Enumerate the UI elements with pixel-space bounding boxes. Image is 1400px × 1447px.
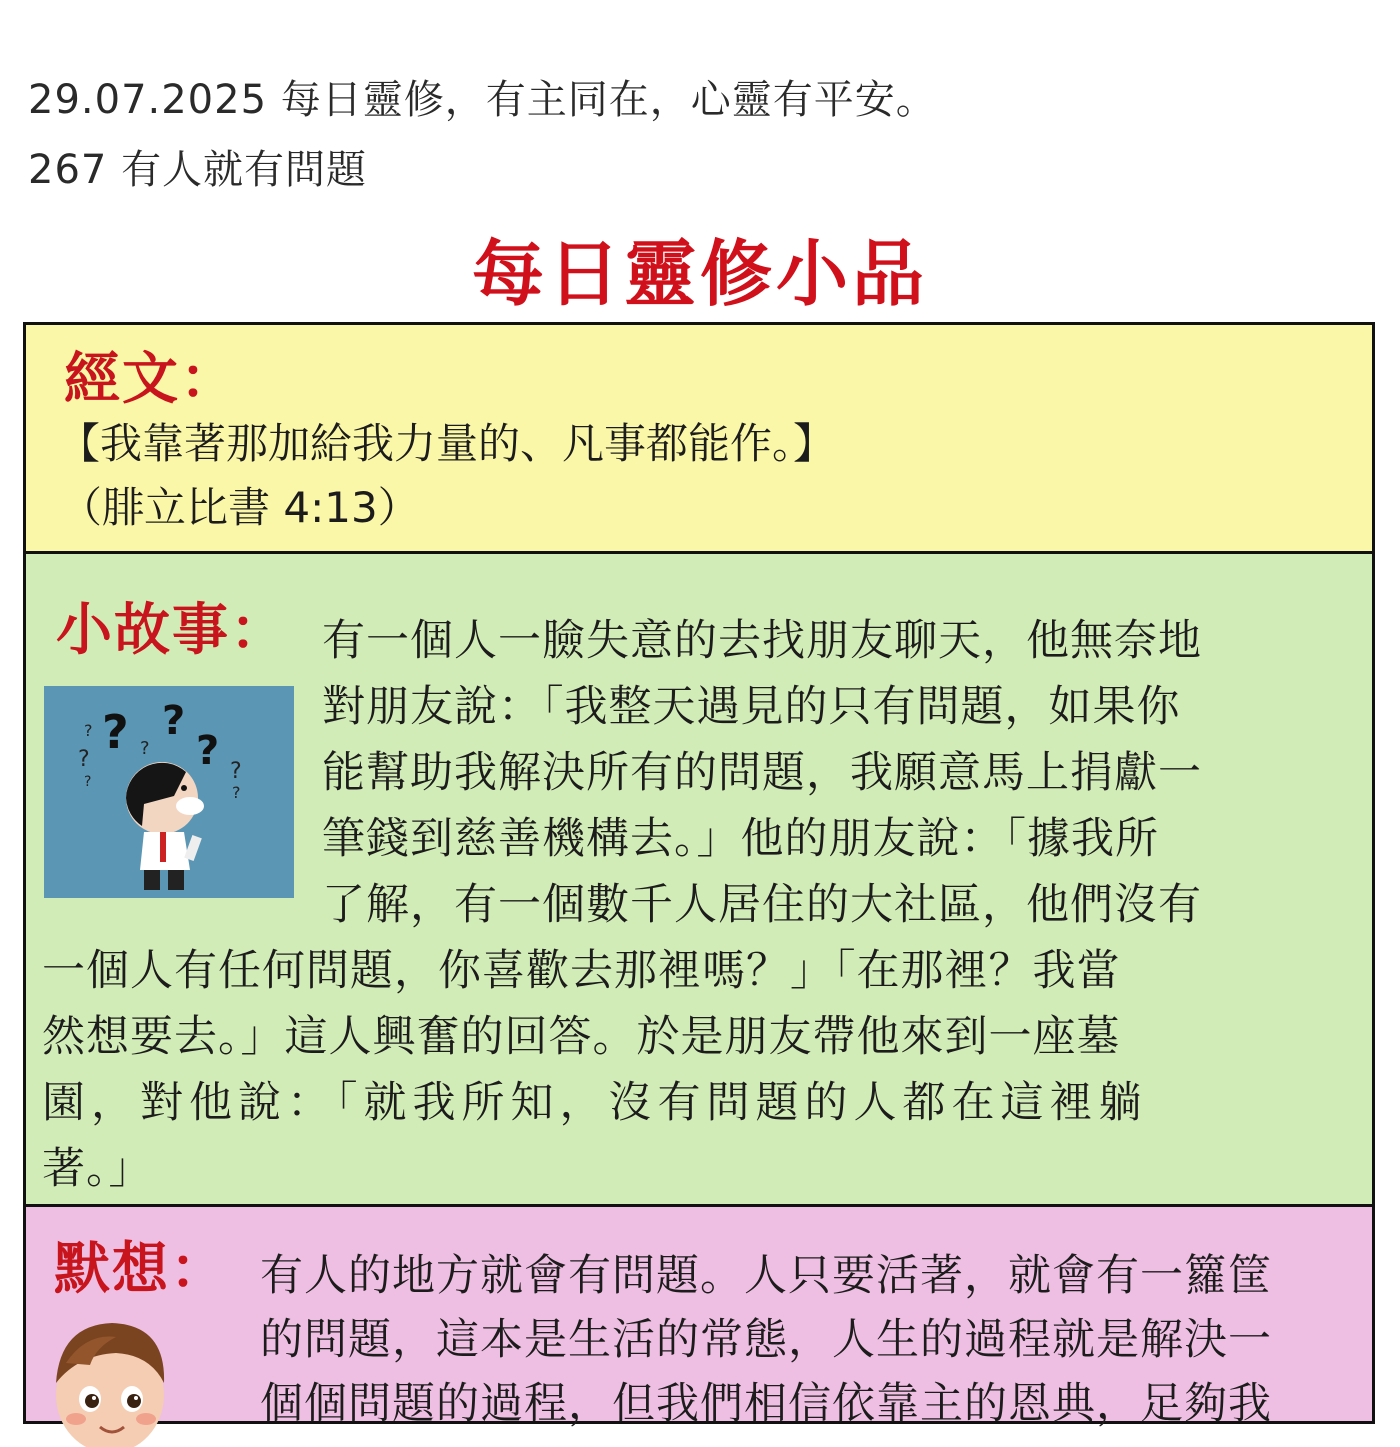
confused-man-illustration: [44, 686, 294, 898]
devotion-number-title: 267 有人就有問題: [28, 147, 368, 193]
scripture-heading: 經文：: [64, 347, 238, 412]
scripture-verse: 【我靠著那加給我力量的、凡事都能作。】: [58, 419, 836, 468]
story-heading: 小故事：: [56, 598, 288, 663]
story-line: 一個人有任何問題，你喜歡去那裡嗎？」「在那裡？我當: [42, 946, 1121, 996]
svg-text:?: ?: [78, 747, 90, 772]
meditation-line: 的問題，這本是生活的常態，人生的過程就是解決一: [260, 1315, 1272, 1365]
story-line: 能幫助我解決所有的問題，我願意馬上捐獻一: [322, 748, 1202, 798]
meditation-section: [23, 1204, 1375, 1429]
scripture-reference: （腓立比書 4:13）: [60, 483, 420, 532]
meditation-line: 個個問題的過程，但我們相信依靠主的恩典，足夠我: [260, 1379, 1272, 1429]
svg-text:?: ?: [196, 728, 220, 774]
meditation-heading: 默想：: [54, 1237, 228, 1302]
page-title: 每日靈修小品: [471, 232, 928, 316]
smiling-boy-illustration: [46, 1303, 216, 1443]
story-line: 有一個人一臉失意的去找朋友聊天，他無奈地: [322, 616, 1202, 666]
svg-text:?: ?: [162, 698, 186, 744]
date-header: 29.07.2025 每日靈修，有主同在，心靈有平安。: [28, 77, 937, 123]
meditation-line: 有人的地方就會有問題。人只要活著，就會有一籮筐: [260, 1251, 1272, 1301]
svg-text:?: ?: [232, 783, 241, 802]
story-line: 了解，有一個數千人居住的大社區，他們沒有: [322, 880, 1202, 930]
story-line: 筆錢到慈善機構去。」他的朋友說：「據我所: [322, 814, 1159, 864]
svg-text:?: ?: [140, 738, 150, 759]
svg-text:?: ?: [84, 721, 93, 740]
story-section: [23, 551, 1375, 1207]
story-line: 然想要去。」這人興奮的回答。於是朋友帶他來到一座墓: [42, 1012, 1121, 1062]
story-line: 園，對他說：「就我所知，沒有問題的人都在這裡躺: [42, 1078, 1148, 1128]
story-line: 著。」: [42, 1144, 153, 1194]
svg-text:?: ?: [84, 774, 92, 790]
scripture-section: [23, 322, 1375, 554]
svg-text:?: ?: [102, 705, 129, 759]
story-line: 對朋友說：「我整天遇見的只有問題，如果你: [322, 682, 1181, 732]
svg-text:?: ?: [230, 759, 242, 784]
